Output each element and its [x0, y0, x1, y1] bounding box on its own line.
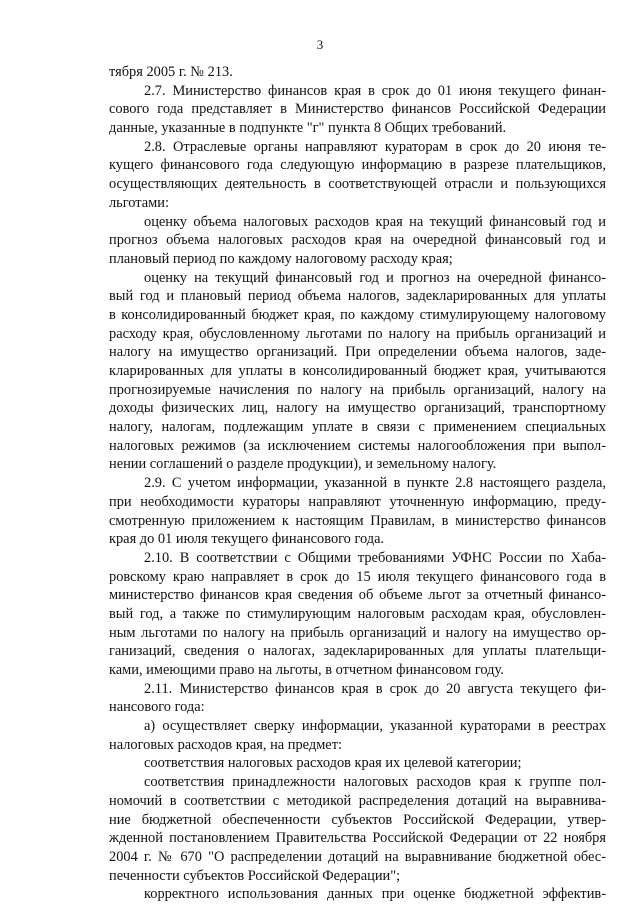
- page-number: 3: [316, 37, 324, 52]
- text-line: осуществляющих деятельность в соответствующей отрасли и пользующихся: [109, 176, 606, 193]
- text-line: расходу края, обусловленному льготами по налогу на прибыль организаций и: [109, 325, 606, 342]
- text-line: ние бюджетной обеспеченности субъектов Российской Федерации, утвер-: [109, 811, 606, 828]
- text-line: налогу, налогам, подлежащим уплате в связи с применением специальных: [109, 419, 606, 436]
- text-line: ганизаций, сведения о налогах, задекларированных для уплаты плательщи-: [109, 643, 606, 660]
- text-line: 2.7. Министерство финансов края в срок до 01 июня текущего финан-: [144, 82, 606, 99]
- text-line: 2.11. Министерство финансов края в срок до 20 августа текущего фи-: [144, 680, 606, 697]
- text-line: прогнозируемые начисления по налогу на прибыль организаций, налогу на: [109, 381, 606, 398]
- text-line: прогноз объема налоговых расходов края на очередной финансовый год и: [109, 232, 606, 249]
- text-line: нении соглашений о разделе продукции), и земельному налогу.: [109, 456, 497, 473]
- text-line: ным льготами по налогу на прибыль организаций и налогу на имущество ор-: [109, 624, 606, 641]
- text-line: налоговых режимов (за исключением системы налогообложения при выпол-: [109, 437, 606, 454]
- text-line: корректного использования данных при оценке бюджетной эффектив-: [144, 886, 606, 903]
- text-line: соответствия налоговых расходов края их целевой категории;: [144, 755, 522, 772]
- text-line: ками, имеющими право на льготы, в отчетном финансовом году.: [109, 662, 504, 678]
- text-line: 2004 г. № 670 "О распределении дотаций на выравнивание бюджетной обес-: [109, 848, 606, 865]
- text-line: тября 2005 г. № 213.: [109, 64, 233, 80]
- text-line: министерство финансов края сведения об объеме льгот за отчетный финансо-: [109, 587, 606, 604]
- text-line: данные, указанные в подпункте "г" пункта 8 Общих требований.: [109, 120, 507, 137]
- text-line: плановый период по каждому налоговому расходу края;: [109, 250, 453, 267]
- text-line: смотренную приложением к настоящим Правилам, в министерство финансов: [109, 512, 606, 529]
- text-line: вый год и плановый период объема налогов, задекларированных для уплаты: [109, 288, 606, 305]
- text-line: ровскому краю направляет в срок до 15 июля текущего финансового года в: [109, 568, 606, 585]
- text-line: вый год, а также по стимулирующим налоговым расходам края, обусловлен-: [109, 605, 606, 622]
- text-line: 2.8. Отраслевые органы направляют кураторам в срок до 20 июня те-: [144, 138, 606, 155]
- text-line: налоговых расходов края, на предмет:: [109, 736, 342, 753]
- text-line: оценку объема налоговых расходов края на текущий финансовый год и: [144, 213, 606, 230]
- text-line: а) осуществляет сверку информации, указанной кураторами в реестрах: [144, 718, 606, 735]
- text-line: льготами:: [109, 194, 169, 211]
- text-line: кларированных для уплаты в консолидированный бюджет края, учитываются: [109, 363, 606, 379]
- text-line: кущего финансового года следующую информацию в разрезе плательщиков,: [109, 157, 606, 174]
- text-line: 2.9. С учетом информации, указанной в пункте 2.8 настоящего раздела,: [144, 475, 606, 492]
- text-line: налогу на имущество организаций. При определении объема налогов, заде-: [109, 344, 606, 361]
- text-line: оценку на текущий финансовый год и прогноз на очередной финансо-: [144, 269, 606, 286]
- text-line: сового года представляет в Министерство финансов Российской Федерации: [109, 101, 606, 118]
- text-line: края до 01 июля текущего финансового года.: [109, 531, 385, 548]
- text-line: нансового года:: [109, 699, 205, 716]
- text-line: соответствия принадлежности налоговых расходов края к группе пол-: [144, 774, 606, 791]
- text-line: в консолидированный бюджет края, по каждому стимулирующему налоговому: [109, 306, 606, 323]
- text-line: при необходимости кураторы направляют уточненную информацию, преду-: [109, 493, 606, 510]
- text-line: 2.10. В соответствии с Общими требованиями УФНС России по Хаба-: [144, 549, 606, 566]
- text-line: печенности субъектов Российской Федерации";: [109, 867, 401, 884]
- body-text: [109, 63, 606, 904]
- text-line: жденной постановлением Правительства Российской Федерации от 22 ноября: [109, 830, 606, 847]
- text-line: доходы физических лиц, налогу на имущество организаций, транспортному: [109, 400, 606, 417]
- text-line: номочий в соответствии с методикой распределения дотаций на выравнива-: [109, 792, 606, 809]
